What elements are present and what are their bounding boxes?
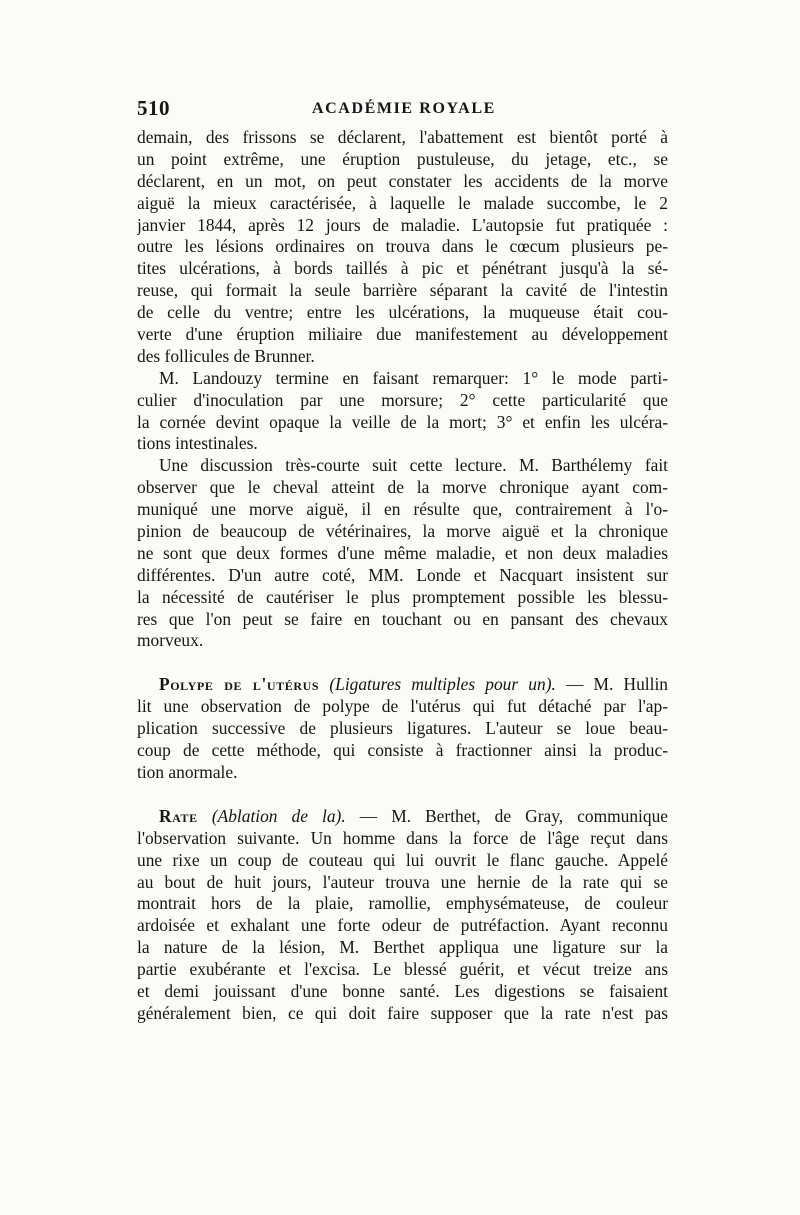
running-title: ACADÉMIE ROYALE <box>312 100 496 117</box>
text-line: pinion de beaucoup de vétérinaires, la morve aiguë et la chronique <box>137 521 668 542</box>
paragraph-block-1 <box>137 127 668 652</box>
text-line: des follicules de Brunner. <box>137 345 315 366</box>
section-lead: — M. Hullin <box>566 674 668 695</box>
text-line: demain, des frissons se déclarent, l'abattement est bientôt porté à <box>137 127 668 147</box>
text-line: de celle du ventre; entre les ulcérations, la muqueuse était cou- <box>137 302 668 323</box>
section-gap <box>137 652 668 674</box>
text-line: tites ulcérations, à bords taillés à pic et pénétrant jusqu'à la sé- <box>137 258 668 279</box>
text-line: tion anormale. <box>137 761 238 782</box>
text-line: une rixe un coup de couteau qui lui ouvrit le flanc gauche. Appelé <box>137 849 668 870</box>
text-line: différentes. D'un autre coté, MM. Londe et Nacquart insistent sur <box>137 564 668 585</box>
section-heading: Rate <box>159 805 198 826</box>
section-heading-line <box>137 674 668 696</box>
text-line: déclarent, en un mot, on peut constater les accidents de la morve <box>137 170 668 191</box>
text-line: la nature de la lésion, M. Berthet appliqua une ligature sur la <box>137 937 668 958</box>
text-line: morveux. <box>137 630 204 651</box>
text-line: coup de cette méthode, qui consiste à fractionner ainsi la produc- <box>137 740 668 761</box>
section-rate <box>137 806 668 1025</box>
text-line: res que l'on peut se faire en touchant ou en pansant des chevaux <box>137 608 668 629</box>
text-line: observer que le cheval atteint de la morve chronique ayant com- <box>137 477 668 498</box>
section-gap <box>137 784 668 806</box>
text-line: M. Landouzy termine en faisant remarquer: 1° le mode parti- <box>159 367 668 388</box>
page-number: 510 <box>137 96 170 120</box>
page-header <box>137 96 668 124</box>
text-line: tions intestinales. <box>137 433 258 454</box>
text-line: ne sont que deux formes d'une même maladie, et non deux maladies <box>137 542 668 563</box>
section-subtitle: (Ligatures multiples pour un). <box>329 674 556 695</box>
text-line: partie exubérante et l'excisa. Le blessé guérit, et vécut treize ans <box>137 959 668 980</box>
text-line: un point extrême, une éruption pustuleuse, du jetage, etc., se <box>137 148 668 169</box>
section-heading-line <box>137 806 668 828</box>
text-line: culier d'inoculation par une morsure; 2° cette particularité que <box>137 389 668 410</box>
text-line: janvier 1844, après 12 jours de maladie. L'autopsie fut pratiquée : <box>137 214 668 235</box>
section-heading: Polype de l'utérus <box>159 674 320 695</box>
text-line: la cornée devint opaque la veille de la mort; 3° et enfin les ulcéra- <box>137 411 668 432</box>
text-line: ardoisée et exhalant une forte odeur de putréfaction. Ayant reconnu <box>137 915 668 936</box>
text-line: généralement bien, ce qui doit faire supposer que la rate n'est pas <box>137 1002 668 1023</box>
text-line: outre les lésions ordinaires on trouva dans le cœcum plusieurs pe- <box>137 236 668 257</box>
text-line: et demi jouissant d'une bonne santé. Les digestions se faisaient <box>137 980 668 1001</box>
text-line: lit une observation de polype de l'utérus qui fut détaché par l'ap- <box>137 696 668 717</box>
text-line: l'observation suivante. Un homme dans la force de l'âge reçut dans <box>137 827 668 848</box>
text-line: plication successive de plusieurs ligatures. L'auteur se loue beau- <box>137 718 668 739</box>
text-line: au bout de huit jours, l'auteur trouva une hernie de la rate qui se <box>137 871 668 892</box>
text-line: reuse, qui formait la seule barrière séparant la cavité de l'intestin <box>137 280 668 301</box>
text-line: muniqué une morve aiguë, il en résulte que, contrairement à l'o- <box>137 499 668 520</box>
section-subtitle: (Ablation de la). <box>211 805 346 826</box>
section-lead: — M. Berthet, de Gray, communique <box>359 805 668 826</box>
page-body <box>137 127 668 1025</box>
text-line: Une discussion très-courte suit cette lecture. M. Barthélemy fait <box>159 455 668 476</box>
section-polype <box>137 674 668 783</box>
text-line: verte d'une éruption miliaire due manifestement au développement <box>137 324 668 345</box>
text-line: la nécessité de cautériser le plus promptement possible les blessu- <box>137 586 668 607</box>
text-line: montrait hors de la plaie, ramollie, emphysémateuse, de couleur <box>137 893 668 914</box>
text-line: aiguë la mieux caractérisée, à laquelle le malade succombe, le 2 <box>137 192 668 213</box>
